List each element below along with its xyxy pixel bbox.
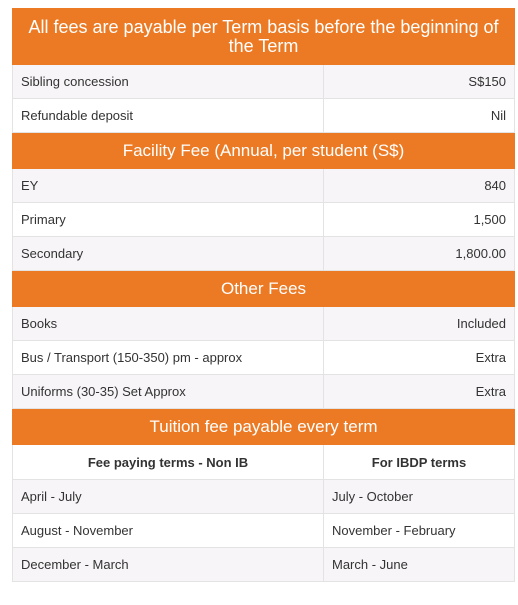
row-value: 1,500 [324, 203, 515, 237]
table-row [13, 307, 515, 341]
table-row [13, 237, 515, 271]
row-label: Sibling concession [13, 65, 324, 99]
fees-table-container [12, 8, 514, 582]
row-label: Uniforms (30-35) Set Approx [13, 375, 324, 409]
table-row [13, 341, 515, 375]
row-value: 840 [324, 169, 515, 203]
main-header: All fees are payable per Term basis before the beginning of the Term [13, 9, 515, 65]
table-row [13, 548, 515, 582]
table-row [13, 514, 515, 548]
column-header-ibdp: For IBDP terms [324, 445, 515, 480]
row-value: S$150 [324, 65, 515, 99]
table-row [13, 65, 515, 99]
row-value: Included [324, 307, 515, 341]
term-non-ib: April - July [13, 480, 324, 514]
row-label: Bus / Transport (150-350) pm - approx [13, 341, 324, 375]
row-label: Books [13, 307, 324, 341]
fees-table [12, 8, 515, 582]
header-row-tuition [13, 409, 515, 445]
row-value: 1,800.00 [324, 237, 515, 271]
facility-header: Facility Fee (Annual, per student (S$) [13, 133, 515, 169]
table-row [13, 99, 515, 133]
term-ibdp: July - October [324, 480, 515, 514]
column-header-non-ib: Fee paying terms - Non IB [13, 445, 324, 480]
row-label: EY [13, 169, 324, 203]
row-value: Extra [324, 375, 515, 409]
term-non-ib: August - November [13, 514, 324, 548]
table-row [13, 375, 515, 409]
header-row-facility [13, 133, 515, 169]
term-non-ib: December - March [13, 548, 324, 582]
row-label: Refundable deposit [13, 99, 324, 133]
header-row-main [13, 9, 515, 65]
tuition-header: Tuition fee payable every term [13, 409, 515, 445]
tuition-subheader-row [13, 445, 515, 480]
table-row [13, 169, 515, 203]
table-row [13, 480, 515, 514]
table-row [13, 203, 515, 237]
term-ibdp: November - February [324, 514, 515, 548]
term-ibdp: March - June [324, 548, 515, 582]
header-row-other [13, 271, 515, 307]
row-value: Extra [324, 341, 515, 375]
row-value: Nil [324, 99, 515, 133]
row-label: Primary [13, 203, 324, 237]
row-label: Secondary [13, 237, 324, 271]
other-fees-header: Other Fees [13, 271, 515, 307]
